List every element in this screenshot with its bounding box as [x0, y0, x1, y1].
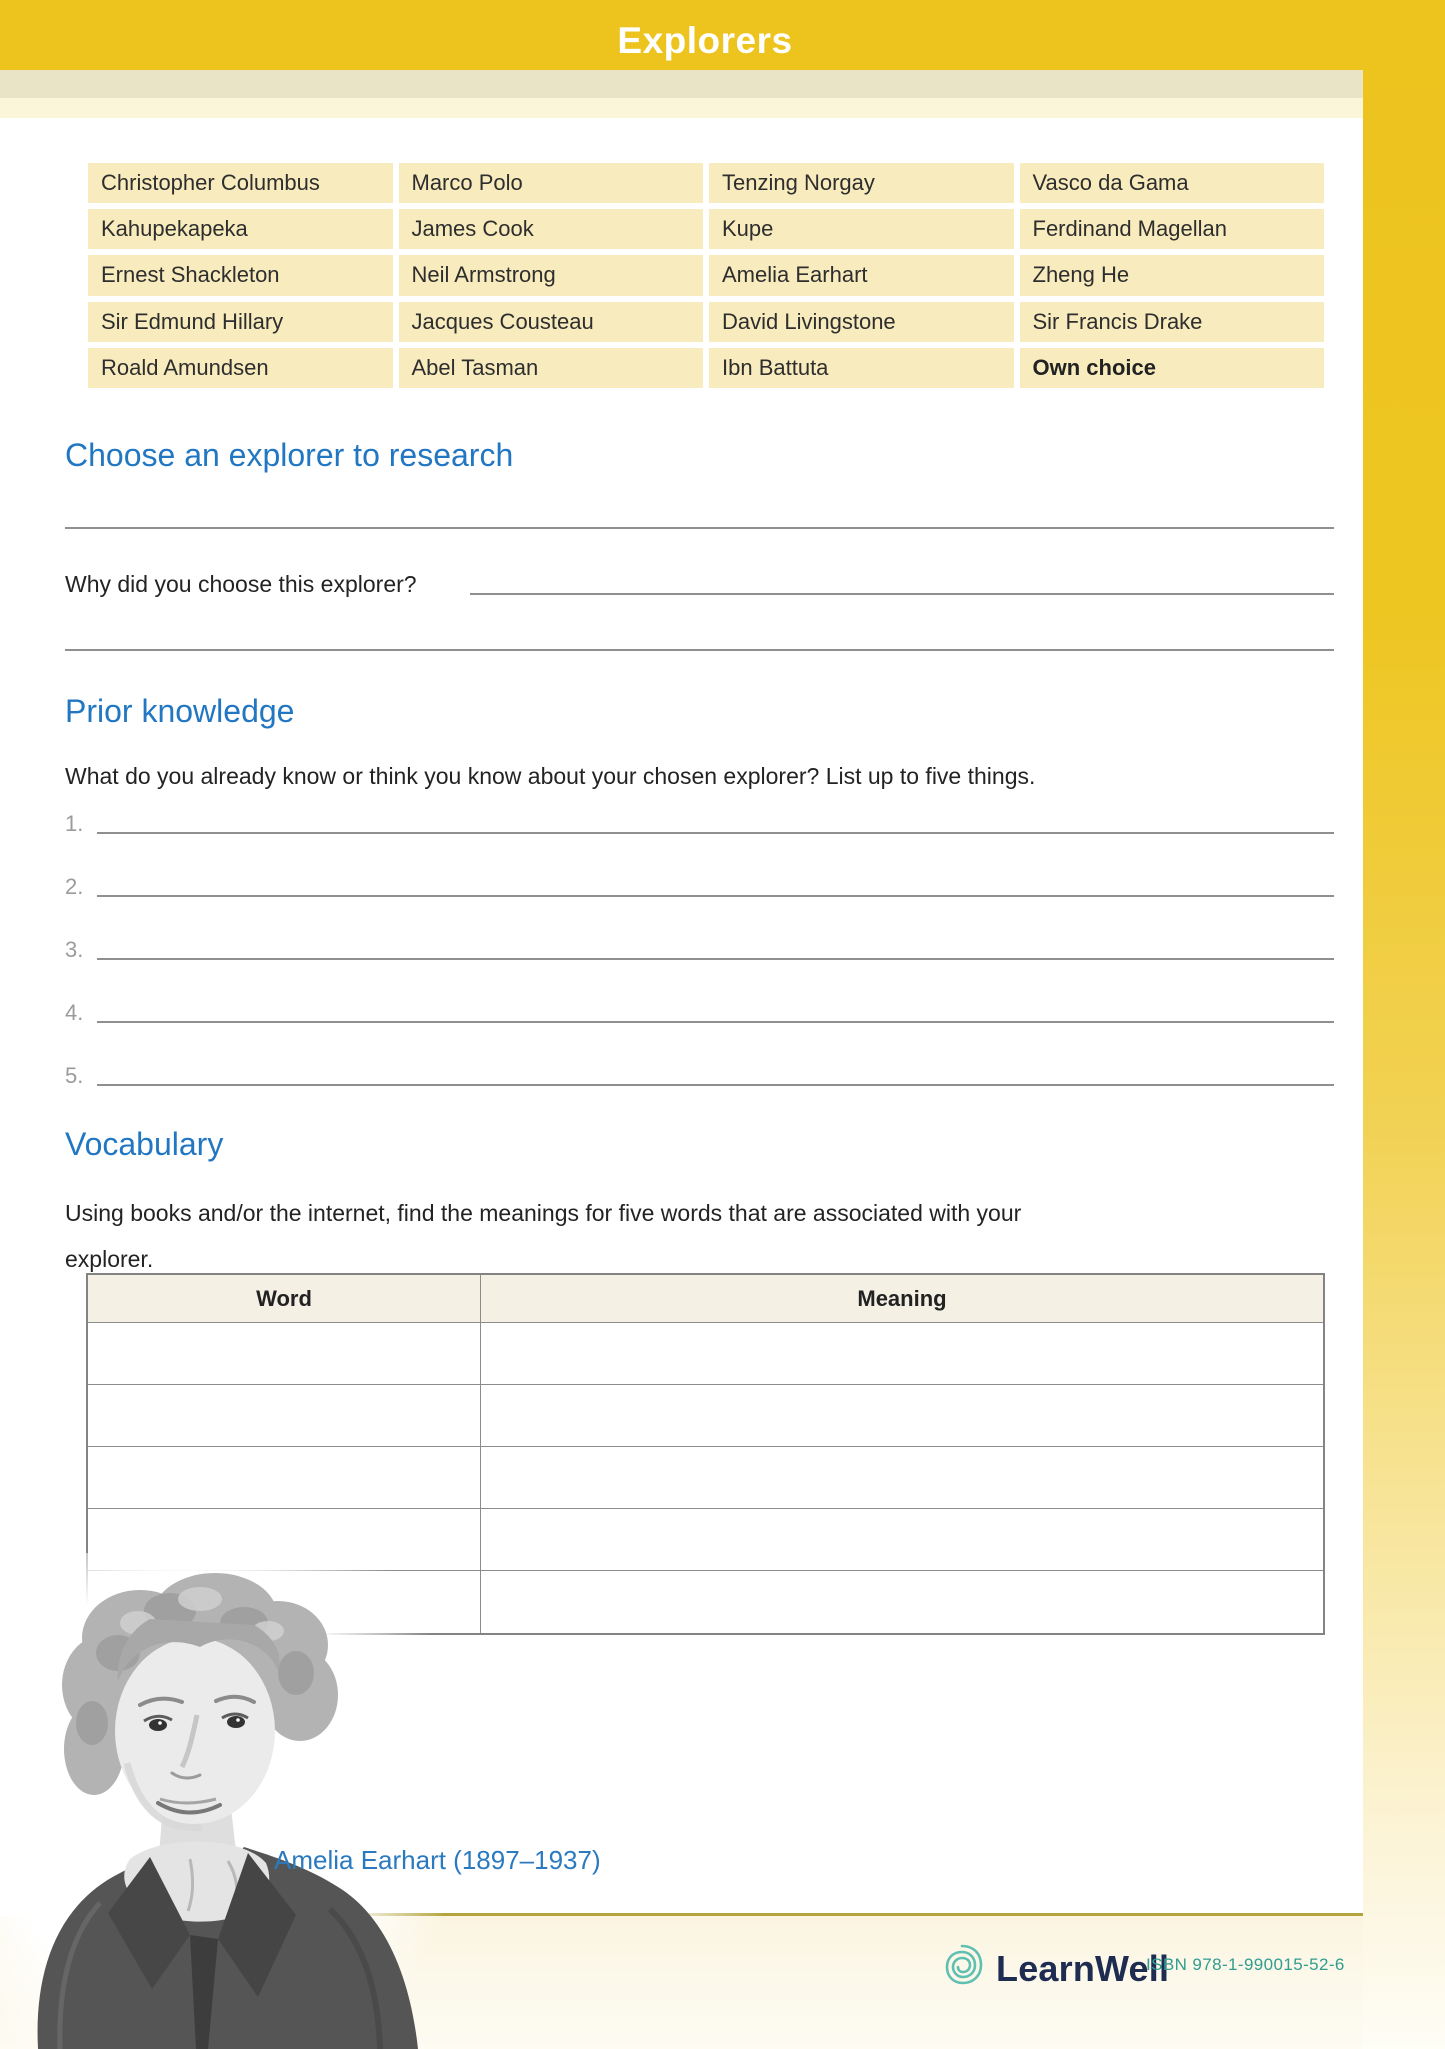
explorer-cell: Neil Armstrong	[399, 255, 704, 295]
vocab-meaning-cell-3[interactable]	[481, 1447, 1323, 1509]
vocab-header-meaning: Meaning	[481, 1275, 1323, 1323]
header-sub-band-beige	[0, 70, 1363, 98]
explorer-cell: Roald Amundsen	[88, 348, 393, 388]
explorer-cell: Jacques Cousteau	[399, 302, 704, 342]
vocab-meaning-cell-4[interactable]	[481, 1509, 1323, 1571]
explorer-cell: Ferdinand Magellan	[1020, 209, 1325, 249]
explorer-cell: James Cook	[399, 209, 704, 249]
list-number-3: 3.	[65, 937, 84, 962]
explorer-cell: Kahupekapeka	[88, 209, 393, 249]
prior-knowledge-instruction: What do you already know or think you know about your chosen explorer? List up to five things.	[65, 763, 1036, 789]
amelia-earhart-portrait-graphic	[0, 1553, 442, 2049]
explorer-cell: Zheng He	[1020, 255, 1325, 295]
vocab-word-cell-2[interactable]	[88, 1385, 481, 1447]
explorer-names-table	[88, 163, 1324, 388]
isbn-text: ISBN 978-1-990015-52-6	[1146, 1955, 1345, 1974]
explorer-cell: Tenzing Norgay	[709, 163, 1014, 203]
chosen-explorer-answer-line[interactable]	[65, 527, 1334, 529]
explorer-cell: Sir Francis Drake	[1020, 302, 1325, 342]
vocabulary-instruction: Using books and/or the internet, find the meanings for five words that are associated with your explorer.	[65, 1200, 1022, 1272]
vocab-word-cell-1[interactable]	[88, 1323, 481, 1385]
header-sub-band-cream	[0, 98, 1363, 118]
photo-caption: Amelia Earhart (1897–1937)	[274, 1845, 601, 1875]
explorer-cell: Amelia Earhart	[709, 255, 1014, 295]
explorer-cell: David Livingstone	[709, 302, 1014, 342]
amelia-earhart-photo	[0, 1553, 442, 2049]
explorer-cell: Marco Polo	[399, 163, 704, 203]
prior-answer-line-3[interactable]	[97, 958, 1334, 960]
prior-answer-line-2[interactable]	[97, 895, 1334, 897]
page-title: Explorers	[617, 20, 793, 61]
vocabulary-heading: Vocabulary	[65, 1126, 224, 1162]
vocab-header-word: Word	[88, 1275, 481, 1323]
choose-section-heading: Choose an explorer to research	[65, 437, 514, 473]
right-edge-gradient-strip	[1363, 0, 1445, 2049]
vocab-word-cell-3[interactable]	[88, 1447, 481, 1509]
header-band	[0, 0, 1445, 70]
explorer-cell: Abel Tasman	[399, 348, 704, 388]
vocab-meaning-cell-5[interactable]	[481, 1571, 1323, 1633]
prior-answer-line-4[interactable]	[97, 1021, 1334, 1023]
explorer-cell: Sir Edmund Hillary	[88, 302, 393, 342]
explorer-cell: Kupe	[709, 209, 1014, 249]
explorer-cell: Vasco da Gama	[1020, 163, 1325, 203]
list-number-2: 2.	[65, 874, 84, 899]
prior-answer-line-1[interactable]	[97, 832, 1334, 834]
learnwell-wordmark: LearnWell	[996, 1948, 1170, 1989]
prior-knowledge-heading: Prior knowledge	[65, 693, 295, 729]
list-number-5: 5.	[65, 1063, 84, 1088]
why-answer-line-2[interactable]	[65, 649, 1334, 651]
prior-answer-line-5[interactable]	[97, 1084, 1334, 1086]
vocab-meaning-cell-1[interactable]	[481, 1323, 1323, 1385]
explorer-cell: Ibn Battuta	[709, 348, 1014, 388]
vocab-meaning-cell-2[interactable]	[481, 1385, 1323, 1447]
explorer-cell: Ernest Shackleton	[88, 255, 393, 295]
learnwell-spiral-icon	[938, 1941, 986, 1989]
explorer-cell: Christopher Columbus	[88, 163, 393, 203]
list-number-1: 1.	[65, 811, 84, 836]
why-answer-line-1[interactable]	[470, 593, 1334, 595]
explorer-cell-own-choice: Own choice	[1020, 348, 1325, 388]
why-question-label: Why did you choose this explorer?	[65, 571, 417, 597]
list-number-4: 4.	[65, 1000, 84, 1025]
